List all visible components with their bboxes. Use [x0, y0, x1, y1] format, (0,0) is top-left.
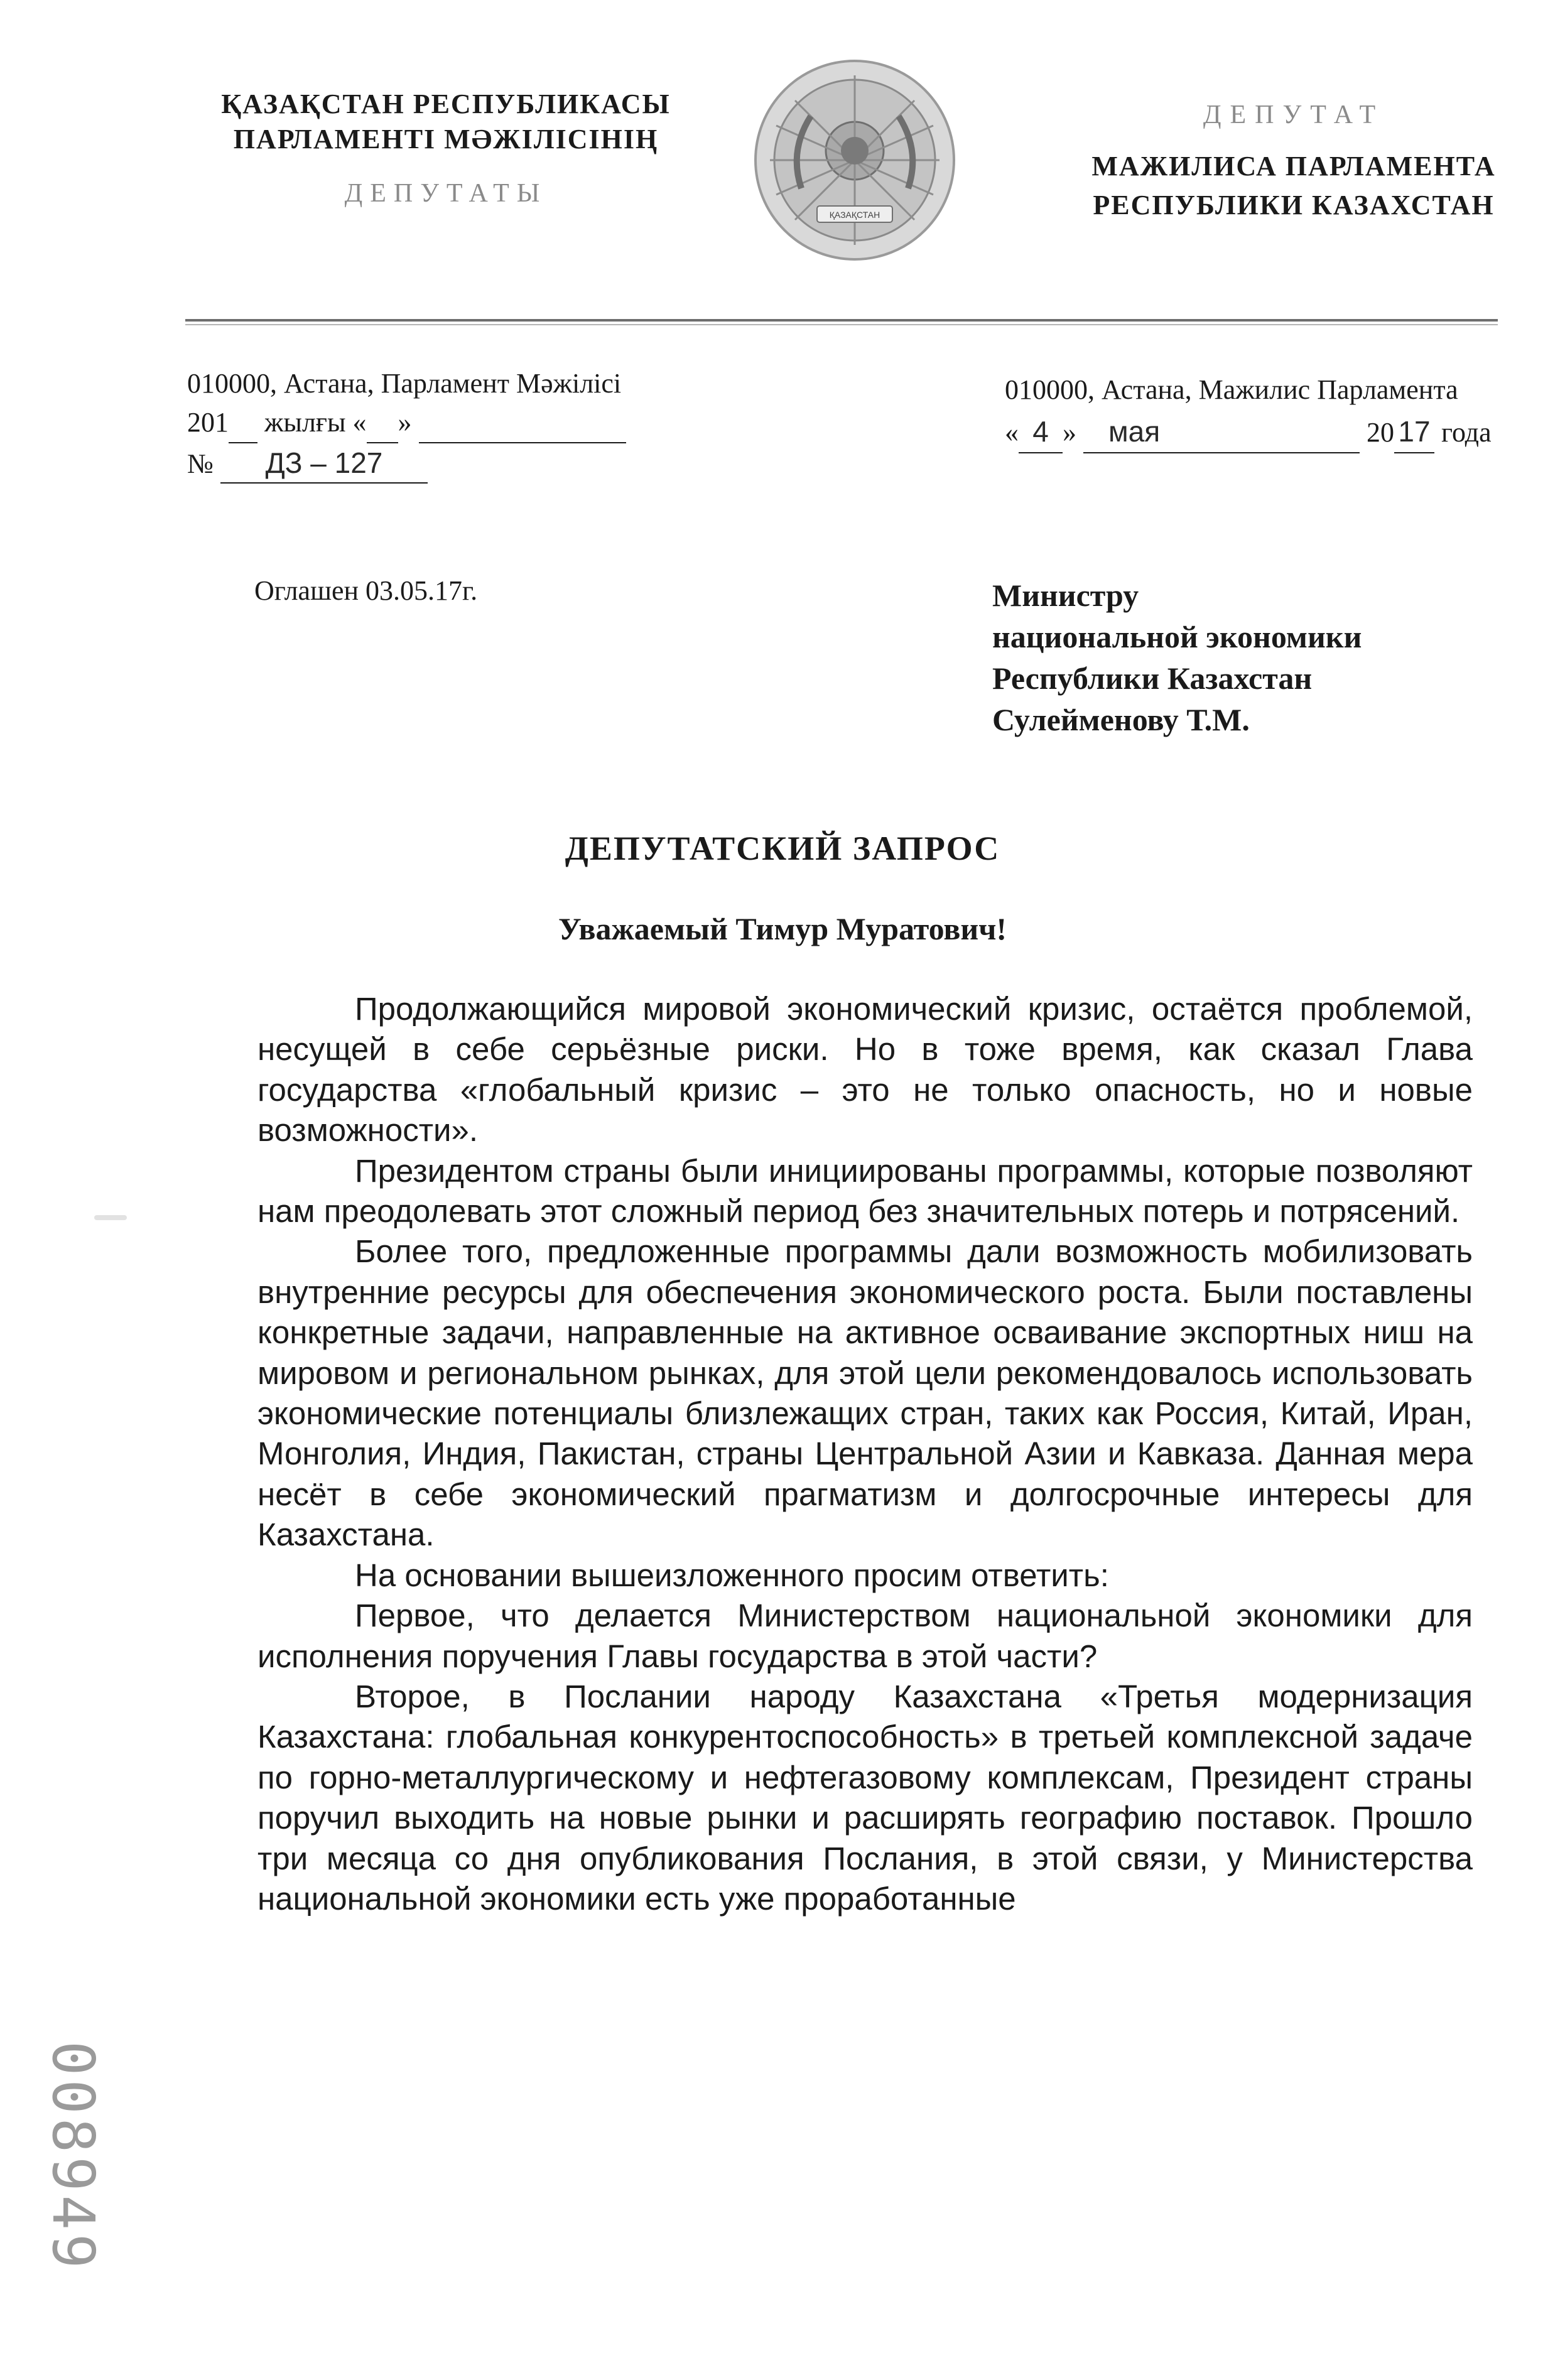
header-right [1042, 95, 1545, 225]
meta-right-date: « 4 » мая 20 17 года [1005, 411, 1492, 453]
date-day: 4 [1019, 411, 1063, 453]
paragraph: Президентом страны были инициированы программы, которые позволяют нам преодолевать этот сложный период без значительных потерь и потрясений. [257, 1152, 1473, 1230]
addressee-line4: Сулейменову Т.М. [992, 702, 1250, 737]
header-divider [185, 319, 1498, 325]
meta-left-address: 010000, Астана, Парламент Мәжілісі [187, 368, 622, 399]
addressee-line1: Министру [992, 578, 1139, 613]
paragraph: Более того, предложенные программы дали возможность мобилизовать внутренние ресурсы для обеспечения экономического роста. Были поставлены конкретные задачи, направленные на активное осваивание экспортных ниш на мировом и региональном рынках, для этой цели рекомендовалось использовать экономические потенциалы близлежащих стран, таких как Россия, Китай, Иран, Монголия, Индия, Пакистан, страны Центральной Азии и Кавказа. Данная мера несёт в себе экономический прагматизм и долгосрочные интересы для Казахстана. [257, 1233, 1473, 1553]
addressee-line2: национальной экономики [992, 619, 1362, 654]
paragraph: Продолжающийся мировой экономический кризис, остаётся проблемой, несущей в себе серьёзные риски. Но в тоже время, как сказал Глава государства «глобальный кризис – это не только опасность, но и новые возможности». [257, 991, 1473, 1149]
header-left-sub: ДЕПУТАТЫ [344, 179, 548, 208]
header-right-line1: МАЖИЛИСА ПАРЛАМЕНТА [1091, 151, 1496, 181]
header-left [188, 87, 703, 211]
document-title: ДЕПУТАТСКИЙ ЗАПРОС [565, 830, 1000, 867]
state-emblem-icon [751, 57, 958, 264]
header-left-line1: ҚАЗАҚСТАН РЕСПУБЛИКАСЫ [221, 89, 671, 119]
addressee-line3: Республики Казахстан [992, 661, 1313, 696]
margin-mark [94, 1215, 127, 1220]
header-right-line2: РЕСПУБЛИКИ КАЗАХСТАН [1093, 190, 1495, 220]
header-right-sub: ДЕПУТАТ [1203, 100, 1385, 129]
body-text [257, 989, 1473, 1919]
meta-right [1005, 369, 1492, 453]
meta-right-address: 010000, Астана, Мажилис Парламента [1005, 374, 1458, 405]
emblem-text: ҚАЗАҚСТАН [829, 210, 880, 220]
meta-left [187, 364, 626, 484]
document-number: ДЗ – 127 [220, 443, 428, 484]
date-year: 17 [1394, 411, 1434, 453]
addressee-block [992, 575, 1362, 740]
paragraph: Первое, что делается Министерством национальной экономики для исполнения поручения Главы государства в этой части? [257, 1598, 1473, 1674]
announced-note: Оглашен 03.05.17г. [254, 575, 478, 606]
date-month: мая [1083, 411, 1360, 453]
paragraph: На основании вышеизложенного просим ответить: [355, 1557, 1109, 1593]
meta-left-number-line: № ДЗ – 127 [187, 443, 626, 484]
meta-left-date: 201 жылғы « » [187, 403, 626, 443]
paragraph: Второе, в Послании народу Казахстана «Третья модернизация Казахстана: глобальная конкурентоспособность» в третьей комплексной задаче по горно-металлургическому и нефтегазовому комплексам, Президент страны поручил выходить на новые рынки и расширять географию поставок. Прошло три месяца со дня опубликования Послания, в этой связи, у Министерства национальной экономики есть уже проработанные [257, 1678, 1473, 1917]
salutation: Уважаемый Тимур Муратович! [558, 911, 1007, 946]
header-left-line2: ПАРЛАМЕНТІ МӘЖІЛІСІНІҢ [233, 124, 659, 154]
stamp-number: 008949 [40, 2041, 107, 2273]
